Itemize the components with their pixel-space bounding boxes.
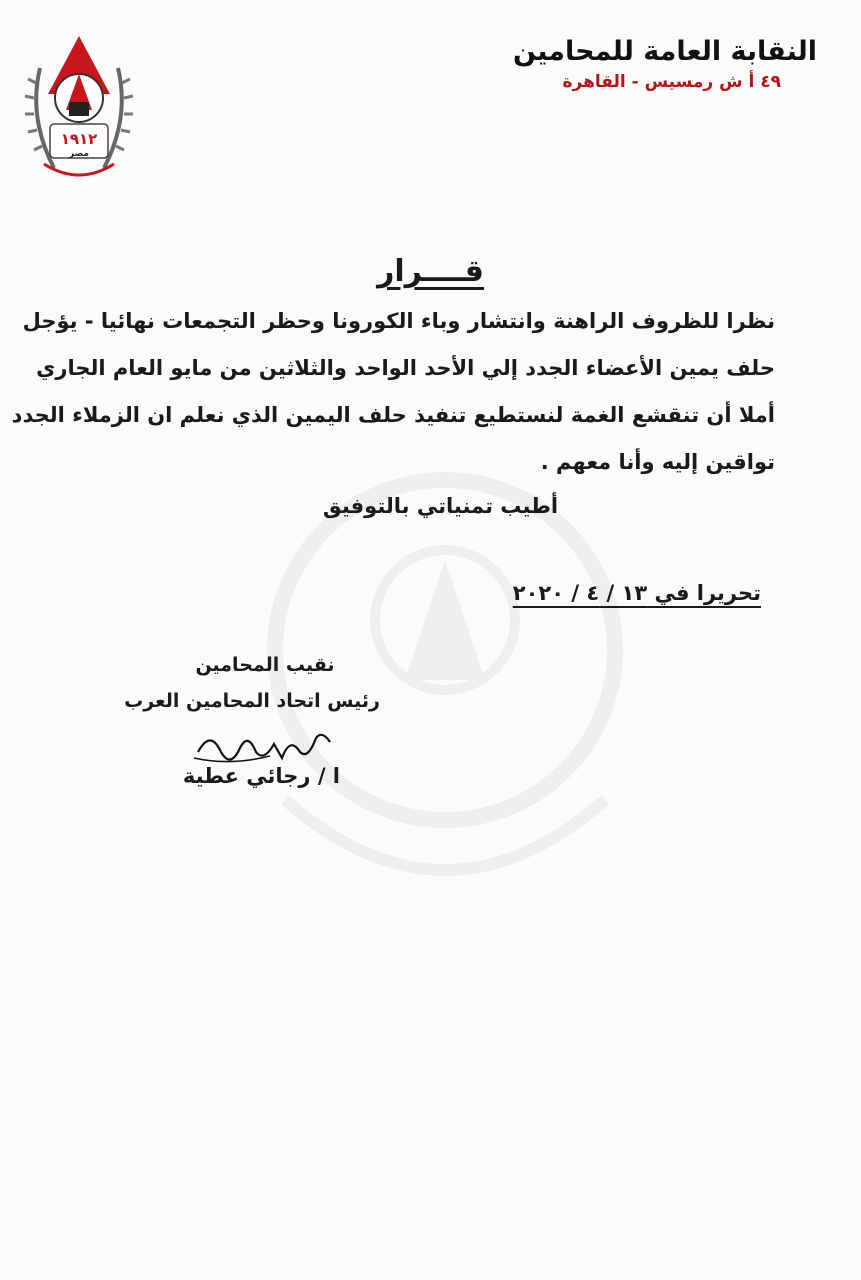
- document-title: قــــرار: [377, 254, 484, 289]
- body-line: تواقين إليه وأنا معهم .: [540, 450, 775, 474]
- logo-year: ١٩١٢: [60, 130, 98, 148]
- syndicate-logo: [20, 28, 138, 188]
- body-line: نظرا للظروف الراهنة وانتشار وباء الكورونا وحظر التجمعات نهائيا - يؤجل: [22, 309, 775, 333]
- document-date: تحريرا في ١٣ / ٤ / ٢٠٢٠: [512, 581, 761, 605]
- logo-country: مصر: [68, 149, 90, 159]
- body-line: أملا أن تنقشع الغمة لنستطيع تنفيذ حلف اليمين الذي نعلم ان الزملاء الجدد: [11, 403, 775, 427]
- handwritten-signature: [190, 722, 340, 768]
- letterhead: [513, 36, 817, 96]
- decision-body: [11, 298, 775, 486]
- org-address: ٤٩ أ ش رمسيس - القاهرة: [562, 72, 781, 92]
- signatory-name: ا / رجائي عطية: [182, 764, 340, 788]
- org-name: النقابة العامة للمحامين: [512, 36, 817, 67]
- document-title-wrap: [0, 254, 861, 289]
- closing-line: أطيب تمنياتي بالتوفيق: [322, 494, 559, 518]
- signatory-subtitle: رئيس اتحاد المحامين العرب: [124, 690, 380, 712]
- body-line: حلف يمين الأعضاء الجدد إلي الأحد الواحد والثلاثين من مايو العام الجاري: [36, 356, 775, 380]
- signatory-title: نقيب المحامين: [195, 654, 335, 676]
